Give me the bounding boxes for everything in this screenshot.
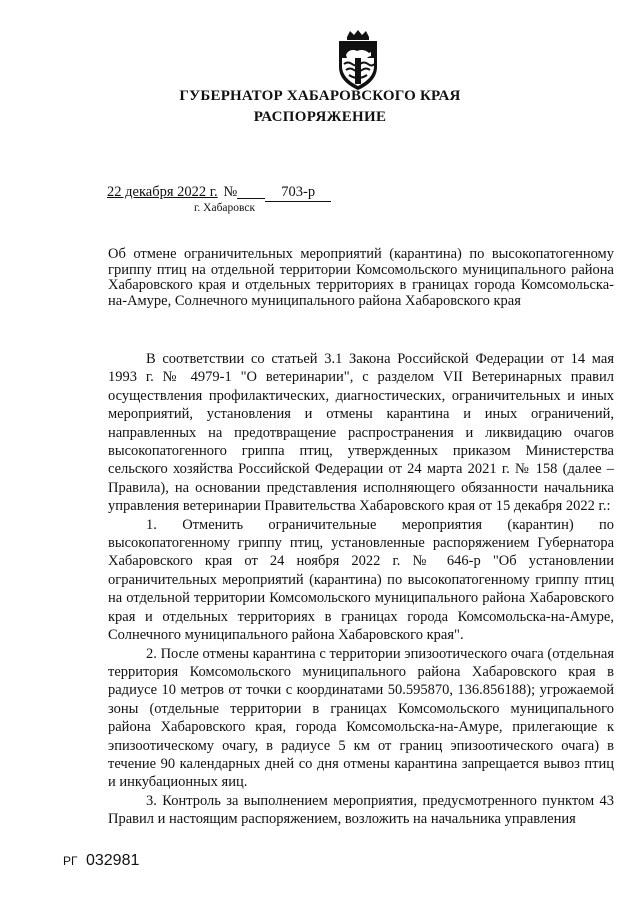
document-type: РАСПОРЯЖЕНИЕ [253, 109, 387, 125]
preamble-paragraph: В соответствии со статьей 3.1 Закона Российской Федерации от 14 мая 1993 г. № 4979-1 "О ветеринарии", с разделом VII Ветеринарных правил осуществления профилактических, диагностических, ограничительных и иных мероприятий, установления и отмены карантина и иных ограничений, направленных на предотвращение распространения и ликвидацию очагов высокопатогенного гриппа птиц, утвержденных приказом Министерства сельского хозяйства Российской Федерации от 24 марта 2021 г. № 158 (далее – Правила), на основании представления исполняющего обязанности начальника управления ветеринарии Правительства Хабаровского края от 15 декабря 2022 г.: [108, 351, 614, 515]
document-body [108, 350, 614, 829]
clause-2-paragraph: 2. После отмены карантина с территории эпизоотического очага (отдельная территория Комсомольского муниципального района Хабаровского края в радиусе 10 метров от точки с координатами 50.595870, 136.856188); угрожаемой зоны (отдельные территории в границах Комсомольского муниципального района Хабаровского края, города Комсомольска-на-Амуре, прилегающие к эпизоотическому очагу, в радиусе 5 км от границ эпизоотического очага) в течение 90 календарных дней со дня отмены карантина запрещается вывоз птиц и инкубационных яиц. [108, 645, 614, 791]
registration-code [63, 852, 139, 870]
registration-prefix: РГ [63, 854, 78, 868]
number-underline [237, 197, 265, 199]
document-subject: Об отмене ограничительных мероприятий (карантина) по высокопатогенному гриппу птиц на отдельной территории Комсомольского муниципального района Хабаровского края и отдельных территориях в границах города Комсомольска-на-Амуре, Солнечного муниципального района Хабаровского края [108, 246, 614, 309]
clause-3-paragraph: 3. Контроль за выполнением мероприятия, предусмотренного пунктом 43 Правил и настоящим распоряжением, возложить на начальника управления [108, 792, 614, 828]
date-number-line [107, 184, 331, 202]
document-date: 22 декабря 2022 г. [107, 184, 218, 200]
document-city: г. Хабаровск [194, 202, 256, 214]
document-number: 703-р [265, 184, 331, 202]
issuing-authority: ГУБЕРНАТОР ХАБАРОВСКОГО КРАЯ [179, 88, 461, 104]
registration-number: 032981 [85, 852, 140, 869]
number-sign: № [223, 184, 238, 200]
clause-1-paragraph: 1. Отменить ограничительные мероприятия (карантин) по высокопатогенному гриппу птиц, установленные распоряжением Губернатора Хабаровского края от 24 ноября 2022 г. № 646-р "Об установлении ограничительных мероприятий (карантина) по высокопатогенному гриппу птиц на отдельной территории Комсомольского муниципального района Хабаровского края и отдельных территориях в границах города Комсомольска-на-Амуре, Солнечного муниципального района Хабаровского края". [108, 516, 614, 644]
coat-of-arms-icon [333, 29, 383, 91]
